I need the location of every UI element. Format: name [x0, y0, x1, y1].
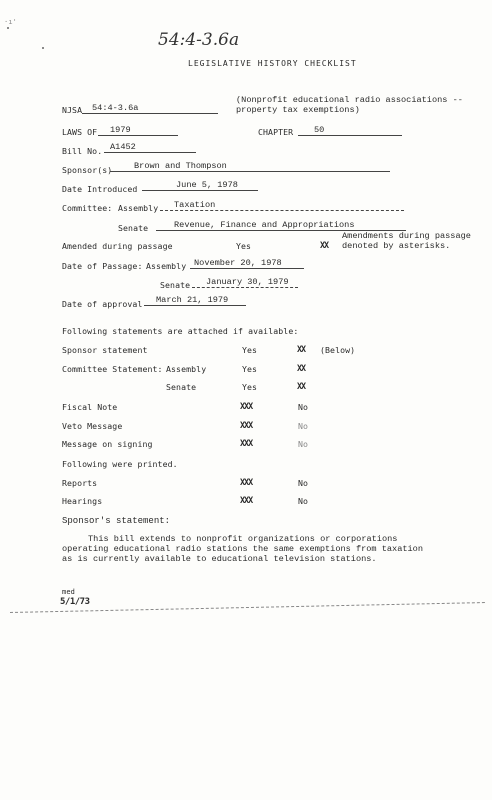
amended-yes: Yes — [236, 241, 252, 251]
sponsors-value-text: Brown and Thompson — [134, 161, 227, 171]
laws-of-label: LAWS OF — [62, 127, 98, 137]
passage-assembly-label: Assembly — [146, 261, 187, 271]
page-title: LEGISLATIVE HISTORY CHECKLIST — [188, 59, 357, 68]
chapter-value-text: 50 — [314, 125, 325, 135]
amended-note — [342, 231, 488, 251]
committee-assembly-value — [160, 200, 404, 211]
handwritten-statute-number: 54:4-3.6a — [158, 30, 240, 50]
statement-yes: Yes — [242, 382, 258, 392]
passage-senate-value — [192, 277, 298, 288]
passage-senate-value-text: January 30, 1979 — [206, 277, 289, 287]
printed-yes-mark: XXX — [240, 495, 253, 505]
amended-label: Amended during passage — [62, 241, 173, 251]
scan-speck — [7, 27, 9, 29]
laws-of-value-text: 1979 — [110, 125, 131, 135]
approval-value-text: March 21, 1979 — [156, 295, 229, 305]
sponsors-label: Sponsor(s) — [62, 165, 113, 175]
printed-yes-mark: XXX — [240, 477, 253, 487]
statement-yes-mark: XXX — [240, 438, 253, 448]
bill-no-label: Bill No. — [62, 146, 103, 156]
scan-speck — [42, 47, 44, 49]
chapter-label: CHAPTER — [258, 127, 294, 137]
initials: med — [62, 588, 75, 596]
footer-date: 5/1/73 — [60, 597, 90, 607]
njsa-description — [236, 95, 486, 115]
statement-sublabel: Assembly — [166, 364, 207, 374]
statement-yes-mark: XXX — [240, 420, 253, 430]
njsa-value — [82, 103, 218, 114]
date-introduced-label: Date Introduced — [62, 184, 138, 194]
statement-label: Message on signing — [62, 439, 153, 449]
committee-assembly-label: Assembly — [118, 203, 159, 213]
printed-label: Reports — [62, 478, 98, 488]
statement-no: No — [298, 402, 309, 412]
statement-yes: Yes — [242, 345, 258, 355]
statements-heading: Following statements are attached if available: — [62, 326, 299, 336]
statement-no-mark: XX — [297, 381, 306, 391]
committee-assembly-value-text: Taxation — [174, 200, 216, 210]
njsa-label: NJSA — [62, 105, 83, 115]
statement-label: Committee Statement: — [62, 364, 163, 374]
printed-label: Hearings — [62, 496, 103, 506]
corner-mark: ·ı' — [4, 18, 17, 26]
njsa-value-text: 54:4-3.6a — [92, 103, 139, 113]
laws-of-value — [98, 125, 178, 136]
date-introduced-value-text: June 5, 1978 — [176, 180, 238, 190]
approval-value — [144, 295, 246, 306]
committee-senate-value-text: Revenue, Finance and Appropriations — [174, 220, 355, 230]
passage-label: Date of Passage: — [62, 261, 143, 271]
printed-no: No — [298, 478, 309, 488]
committee-label: Committee: — [62, 203, 113, 213]
statement-note: (Below) — [320, 345, 356, 355]
printed-no: No — [298, 496, 309, 506]
date-introduced-value — [142, 180, 258, 191]
statement-sublabel: Senate — [166, 382, 197, 392]
statement-no-mark: XX — [297, 344, 306, 354]
statement-no: No — [298, 439, 309, 449]
amended-note-text: Amendments during passage denoted by asterisks. — [342, 231, 471, 251]
approval-label: Date of approval — [62, 299, 143, 309]
passage-assembly-value-text: November 20, 1978 — [194, 258, 282, 268]
bill-no-value — [104, 142, 196, 153]
statement-no-mark: XX — [297, 363, 306, 373]
passage-senate-label: Senate — [160, 280, 191, 290]
sponsor-statement-line: as is currently available to educational television stations. — [62, 554, 377, 564]
chapter-value — [298, 125, 402, 136]
printed-heading: Following were printed. — [62, 459, 178, 469]
sponsor-statement-heading: Sponsor's statement: — [62, 516, 171, 526]
amended-no-mark: XX — [320, 240, 329, 250]
statement-label: Sponsor statement — [62, 345, 148, 355]
statement-yes-mark: XXX — [240, 401, 253, 411]
statement-no: No — [298, 421, 309, 431]
statement-label: Veto Message — [62, 421, 123, 431]
njsa-description-text: (Nonprofit educational radio associations -- property tax exemptions) — [236, 95, 463, 115]
statement-yes: Yes — [242, 364, 258, 374]
sponsors-value — [110, 161, 390, 172]
committee-senate-label: Senate — [118, 223, 149, 233]
passage-assembly-value — [190, 258, 304, 269]
sponsor-statement-line: This bill extends to nonprofit organizations or corporations — [88, 534, 398, 544]
sponsor-statement-line: operating educational radio stations the same exemptions from taxation — [62, 544, 423, 554]
committee-senate-value — [156, 220, 406, 231]
bill-no-value-text: A1452 — [110, 142, 136, 152]
statement-label: Fiscal Note — [62, 402, 118, 412]
